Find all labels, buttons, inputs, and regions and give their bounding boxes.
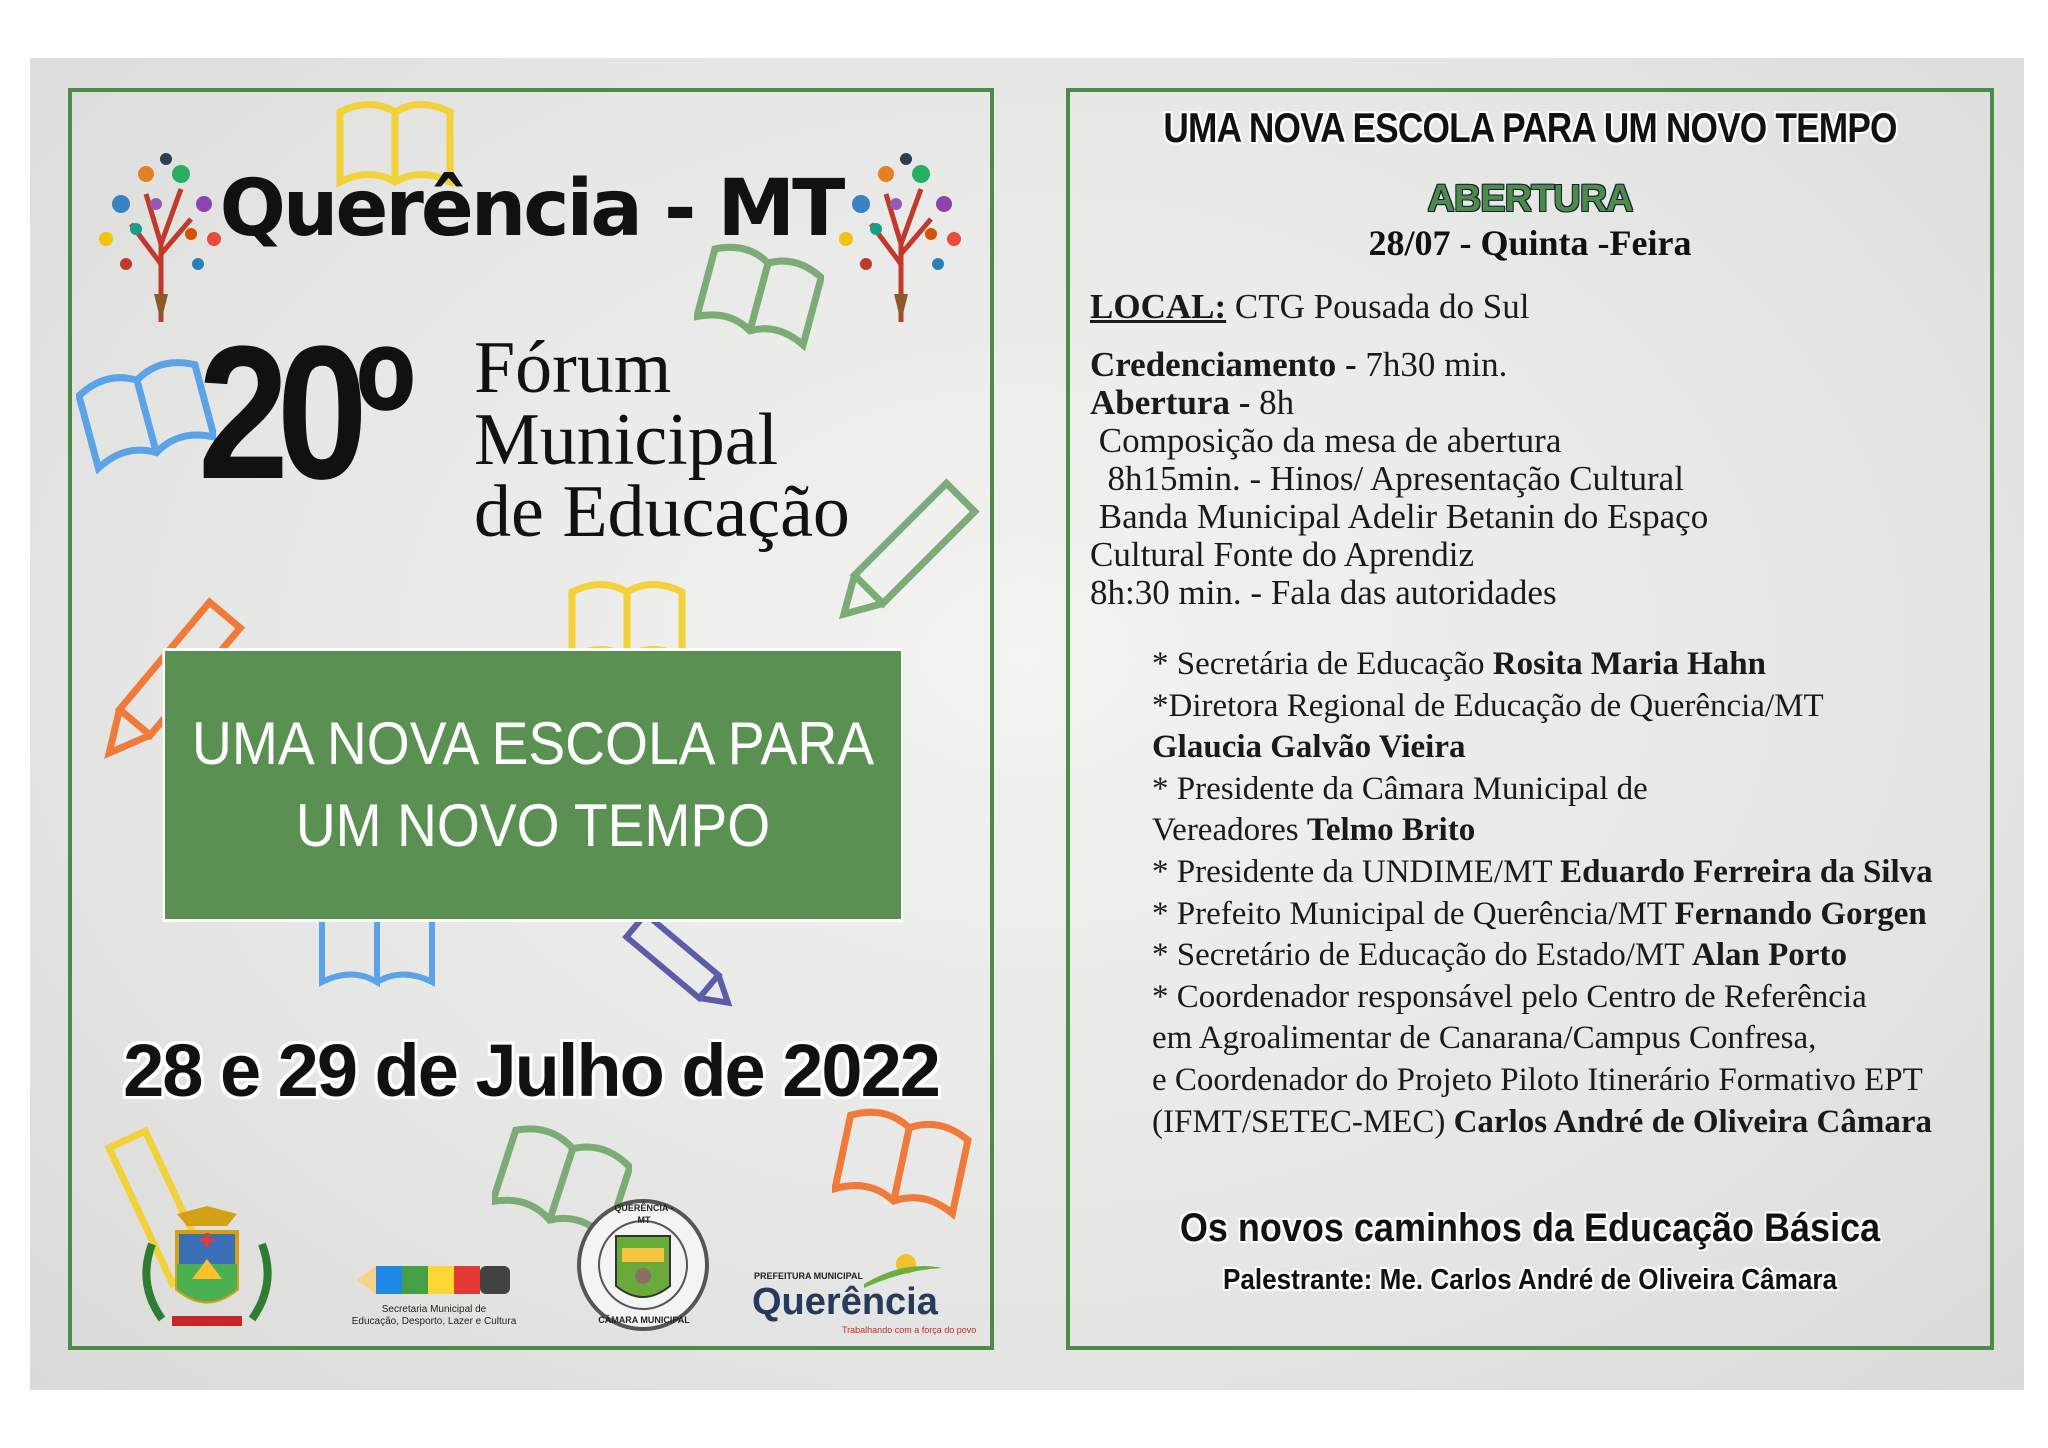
authority-line: [1152, 894, 1972, 936]
authority-role: *Diretora Regional de Educação de Querência/MT: [1152, 687, 1824, 724]
secretaria-caption: [334, 1304, 534, 1328]
authority-role: * Secretário de Educação do Estado/MT: [1152, 937, 1693, 974]
municipal-coat-of-arms-icon: [132, 1204, 282, 1334]
authority-line: [1152, 1060, 1972, 1102]
authority-role: e Coordenador do Projeto Piloto Itinerário Formativo EPT: [1152, 1061, 1923, 1098]
credenciamento-line: [1090, 346, 1970, 384]
local-line: [1090, 288, 1970, 326]
authorities-list: [1152, 644, 1972, 1143]
book-blue-icon: [76, 354, 216, 474]
talk-speaker: Palestrante: Me. Carlos André de Oliveira Câmara: [1222, 1264, 1838, 1296]
flyer-sheet: [30, 58, 2024, 1390]
opening-details: [1090, 288, 1970, 612]
authority-line: [1152, 727, 1972, 769]
schedule-line-5: 8h:30 min. - Fala das autoridades: [1090, 573, 1557, 612]
credenciamento-time: 7h30 min.: [1365, 345, 1508, 384]
opening-heading: ABERTURA: [1427, 178, 1633, 220]
forum-title-line-3: de Educação: [474, 471, 850, 553]
authority-line: [1152, 769, 1972, 811]
opening-date: 28/07 - Quinta -Feira: [1368, 223, 1692, 263]
local-label: LOCAL:: [1090, 287, 1227, 326]
schedule-line-3: Banda Municipal Adelir Betanin do Espaço: [1090, 497, 1709, 536]
abertura-time: 8h: [1259, 383, 1295, 422]
event-dates: 28 e 29 de Julho de 2022: [123, 1029, 939, 1112]
authority-role: (IFMT/SETEC-MEC): [1152, 1103, 1454, 1140]
secretaria-caption-line-1: Secretaria Municipal de: [381, 1304, 487, 1315]
book-blue-2-icon: [312, 912, 442, 992]
secretaria-caption-line-2: Educação, Desporto, Lazer e Cultura: [351, 1316, 517, 1327]
authority-name: Fernando Gorgen: [1674, 895, 1927, 932]
authority-line: [1152, 1102, 1972, 1144]
city-title: Querência - MT: [219, 164, 843, 254]
program-panel: [1066, 88, 1994, 1350]
prefeitura-name: Querência: [752, 1281, 938, 1323]
schedule-line-4: Cultural Fonte do Aprendiz: [1090, 535, 1474, 574]
authority-line: [1152, 1018, 1972, 1060]
authority-role: Vereadores: [1152, 812, 1307, 849]
prefeitura-slogan: Trabalhando com a força do povo: [842, 1325, 977, 1335]
prefeitura-small-label: PREFEITURA MUNICIPAL: [754, 1271, 863, 1281]
authority-role: * Coordenador responsável pelo Centro de Referência: [1152, 978, 1867, 1015]
abertura-line: [1090, 384, 1970, 422]
talk-title: Os novos caminhos da Educação Básica: [1179, 1206, 1881, 1250]
forum-title-line-2: Municipal: [474, 399, 779, 481]
edition-number: 20º: [198, 307, 404, 519]
authority-name: Rosita Maria Hahn: [1492, 646, 1766, 682]
program-title: UMA NOVA ESCOLA PARA UM NOVO TEMPO: [1163, 104, 1897, 151]
schedule-line-2: 8h15min. - Hinos/ Apresentação Cultural: [1090, 459, 1684, 498]
local-value: CTG Pousada do Sul: [1226, 287, 1530, 326]
abertura-label: Abertura -: [1090, 383, 1260, 422]
authority-role: * Secretária de Educação: [1152, 646, 1493, 682]
authority-role: * Prefeito Municipal de Querência/MT: [1152, 895, 1675, 932]
authority-role: * Presidente da Câmara Municipal de: [1152, 770, 1648, 807]
schedule-line-1: Composição da mesa de abertura: [1090, 421, 1562, 460]
camara-ring-top-text: QUERÊNCIA - MT: [614, 1203, 674, 1225]
authority-name: Eduardo Ferreira da Silva: [1560, 853, 1933, 890]
camara-ring-bottom-text: CÂMARA MUNICIPAL: [598, 1315, 690, 1325]
cover-panel: [68, 88, 994, 1350]
authority-line: [1152, 852, 1972, 894]
theme-line-2: UM NOVO TEMPO: [295, 792, 771, 859]
credenciamento-label: Credenciamento -: [1090, 345, 1366, 384]
authority-line: [1152, 977, 1972, 1019]
theme-line-1: UMA NOVA ESCOLA PARA: [191, 710, 875, 777]
authority-name: Alan Porto: [1692, 937, 1847, 974]
authority-role: * Presidente da UNDIME/MT: [1152, 853, 1561, 890]
authority-name: Telmo Brito: [1306, 812, 1476, 849]
authority-line: [1152, 686, 1972, 728]
pencil-purple-icon: [612, 904, 752, 1024]
book-orange-icon: [832, 1102, 972, 1222]
authority-line: [1152, 644, 1972, 686]
authority-role: em Agroalimentar de Canarana/Campus Confresa,: [1152, 1020, 1817, 1057]
forum-title-line-1: Fórum: [474, 327, 672, 409]
authority-line: [1152, 935, 1972, 977]
authority-name: Carlos André de Oliveira Câmara: [1453, 1103, 1933, 1140]
secretaria-pencil-logo-icon: [356, 1260, 516, 1300]
forum-title: [474, 327, 850, 553]
authority-line: [1152, 810, 1972, 852]
authority-name: Glaucia Galvão Vieira: [1152, 729, 1466, 766]
theme-banner: [162, 648, 904, 922]
